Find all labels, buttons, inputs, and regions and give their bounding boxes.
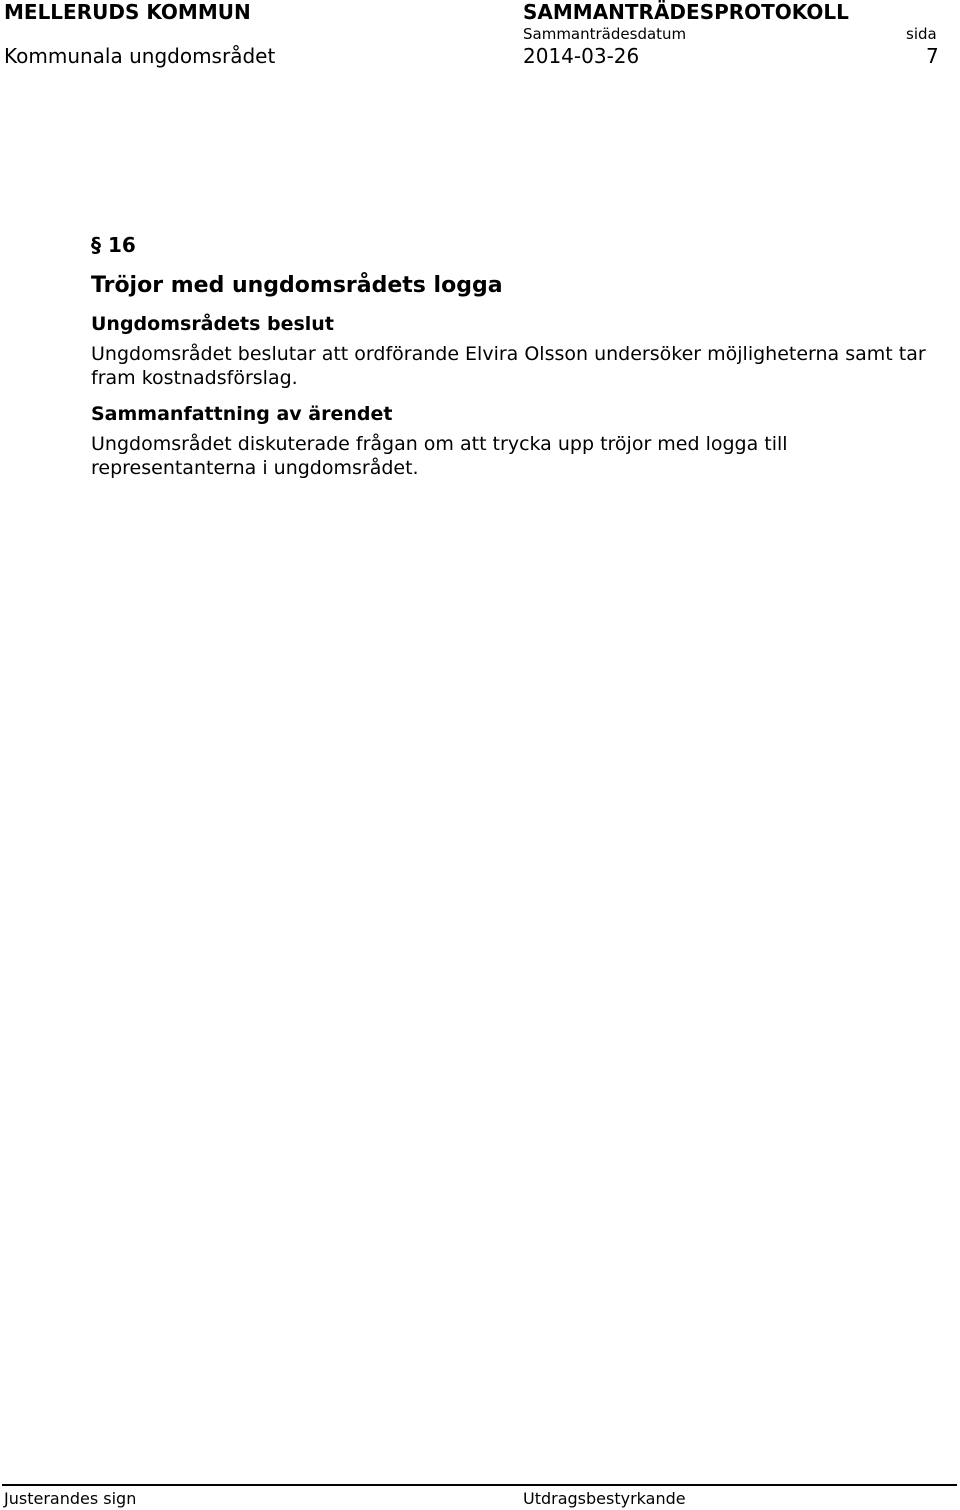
decision-heading: Ungdomsrådets beslut: [91, 313, 334, 335]
document-type: SAMMANTRÄDESPROTOKOLL: [523, 0, 849, 24]
footer-divider: [2, 1484, 957, 1486]
protocol-section: [91, 232, 931, 480]
organization-name: MELLERUDS KOMMUN: [4, 0, 251, 24]
extract-certification-label: Utdragsbestyrkande: [523, 1489, 686, 1508]
page-label: sida: [906, 25, 937, 43]
meeting-date: 2014-03-26: [523, 44, 640, 68]
paragraph-number: § 16: [91, 233, 136, 257]
decision-text: Ungdomsrådet beslutar att ordförande Elvira Olsson undersöker möjligheterna samt tar fram kostnadsförslag.: [91, 343, 926, 389]
summary-text: Ungdomsrådet diskuterade frågan om att trycka upp tröjor med logga till representanterna i ungdomsrådet.: [91, 433, 788, 479]
section-title: Tröjor med ungdomsrådets logga: [91, 273, 503, 298]
department-name: Kommunala ungdomsrådet: [4, 44, 276, 68]
signature-label: Justerandes sign: [4, 1489, 137, 1508]
summary-heading: Sammanfattning av ärendet: [91, 403, 393, 425]
page-number: 7: [926, 44, 939, 68]
meeting-date-label: Sammanträdesdatum: [523, 25, 687, 43]
